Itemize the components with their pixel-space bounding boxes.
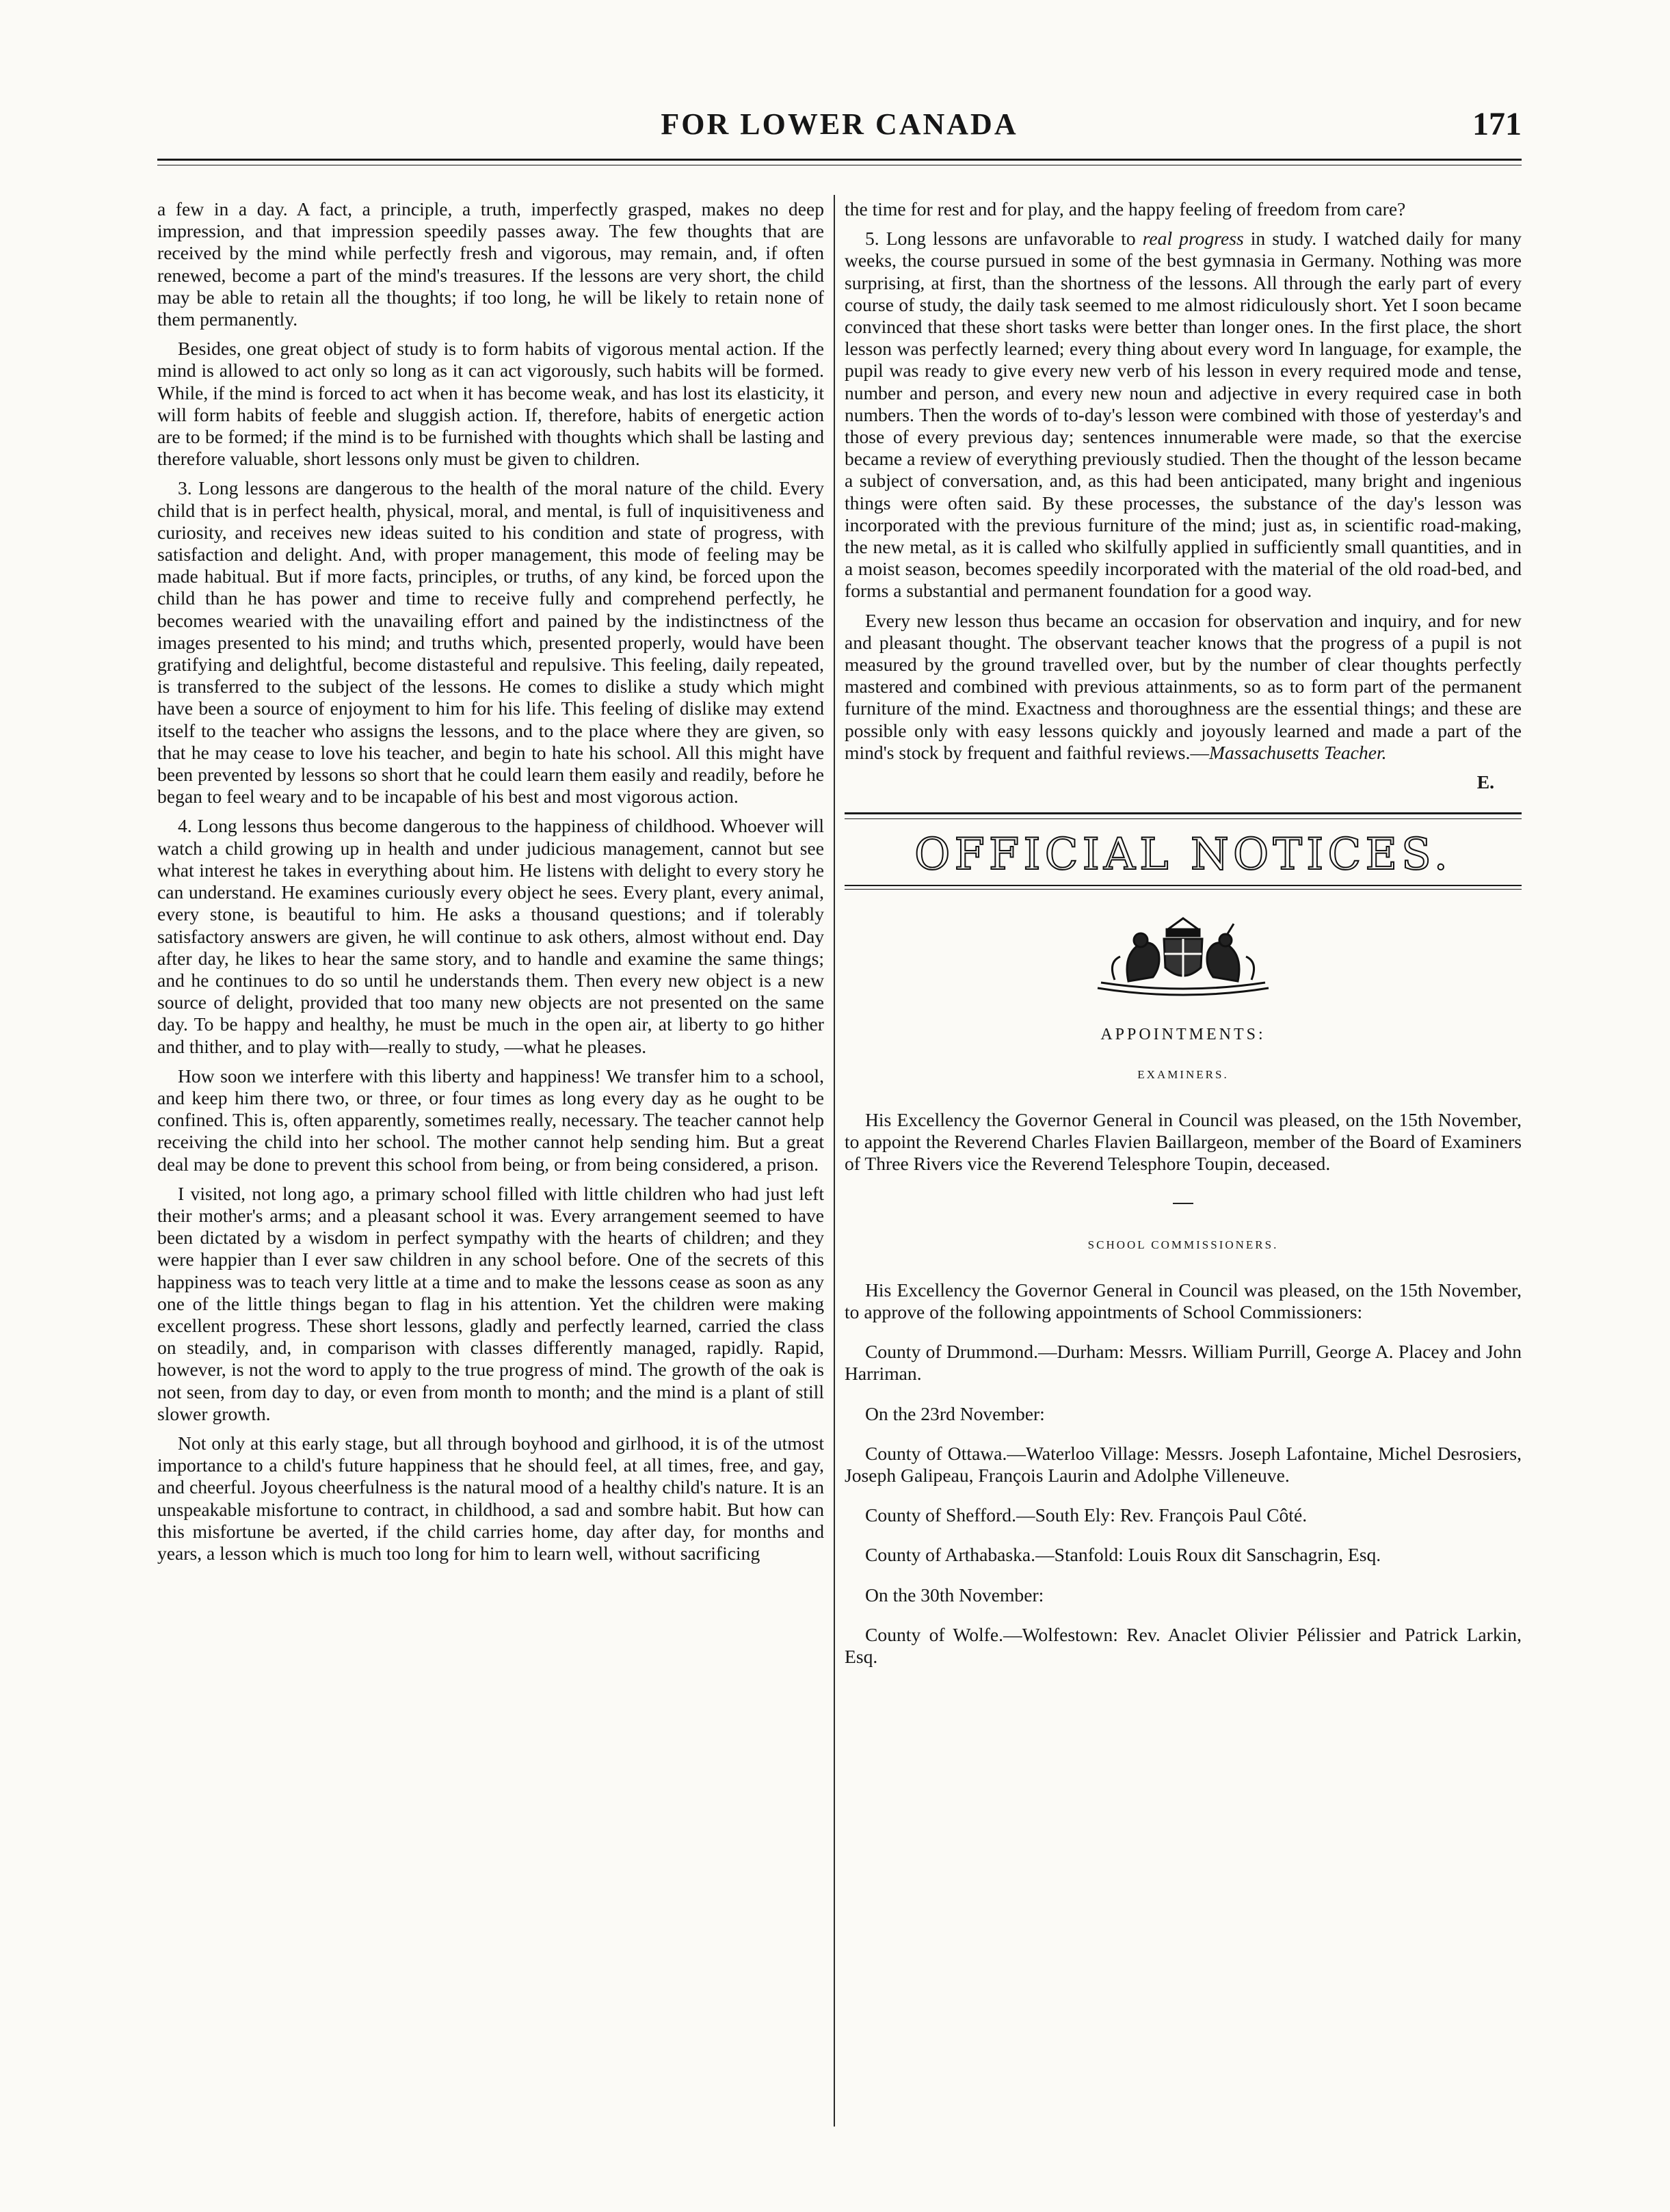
paragraph: His Excellency the Governor General in Council was pleased, on the 15th November, to appoint the Reverend Charles Flavien Baillargeon, member of the Board of Examiners of Three Rivers vice the Reverend Telesphore Toupin, deceased.: [845, 1108, 1522, 1175]
section-rule: [845, 812, 1522, 819]
list-item: County of Arthabaska.—Stanfold: Louis Roux dit Sanschagrin, Esq.: [865, 1544, 1381, 1566]
list-item: County of Shefford.—South Ely: Rev. François Paul Côté.: [865, 1504, 1308, 1526]
examiners-notice: [845, 1109, 1522, 1175]
page-number: 171: [1472, 106, 1522, 142]
page-header: [157, 103, 1522, 150]
source-citation: Massachusetts Teacher.: [1208, 741, 1387, 763]
paragraph: [845, 228, 1522, 602]
running-title: FOR LOWER CANADA: [661, 107, 1018, 141]
right-column: [845, 198, 1522, 1685]
emphasis: real progress: [1142, 228, 1244, 250]
text-run: in study. I watched daily for many weeks, the course pursued in some of the best gymnasia in Germany. Nothing was more surprising, at first, than the shortness of the lessons. All through the early part of every course of study, the daily task seemed to me almost ridiculously short. Yet I soon became convinced that these short tasks were better than longer ones. In the first place, the short lesson was perfectly learned; every thing about every word In language, for example, the pupil was ready to give every new verb of his lesson in every required mode and tense, number and person, and every new noun and adjective in every required case in both numbers. Then the words of to-day's lesson were combined with those of yesterday's and those of every previous day; sentences innumerable were made, so that the exercise became a review of everything previously studied. Then the thought of the lesson became a subject of conversation, and, as this had been anticipated, many bright and ingenious things were often said. By these processes, the substance of the day's lesson was incorporated with the previous furniture of the mind; just as, in scientific road-making, the new metal, as it is called who skilfully applied in sufficiently small quantities, and in a moist season, becomes speedily incorporated with the material of the old road-bed, and forms a substantial and permanent foundation for a good way.: [845, 228, 1522, 602]
paragraph: a few in a day. A fact, a principle, a truth, imperfectly grasped, makes no deep impression, and that impression speedily passes away. The few thoughts that are received by the mind while perfectly fresh and vigorous, may remain, and, if often renewed, become a part of the mind's treasures. If the lessons are very short, the child may be able to retain all the thoughts; if too long, he will be likely to retain none of them permanently.: [157, 198, 824, 330]
section-title: OFFICIAL NOTICES.: [914, 829, 1452, 881]
header-rule: [157, 159, 1522, 165]
left-column: [157, 198, 824, 1572]
section-title-rule: [845, 885, 1522, 890]
paragraph: 3. Long lessons are dangerous to the health of the moral nature of the child. Every child that is in perfect health, physical, moral, and mental, is full of inquisitiveness and curiosity, and receives new ideas suited to his condition and state of progress, with satisfaction and delight. And, with proper management, this mode of feeling may be made habitual. But if more facts, principles, or truths, of any kind, be forced upon the child than he has power and time to receive fully and comprehend perfectly, he becomes wearied with the unavailing effort and pained by the indistinctness of the images presented to his mind; and truths which, presented properly, would have been gratifying and delightful, become distasteful and repulsive. This feeling, daily repeated, is transferred to the subject of the lessons. He comes to dislike a study which might have been a source of enjoyment to him for his life. This feeling of dislike may extend itself to the teacher who assigns the lessons, and to the place where they are given, so that he may cease to love his teacher, and begin to hate his school. All this might have been prevented by lessons so short that he could learn them easily and readily, before he began to feel weary and to be incapable of his best and most vigorous action.: [157, 477, 824, 808]
paragraph: 4. Long lessons thus become dangerous to the happiness of childhood. Whoever will watch a child growing up in health and under judicious management, cannot but see what interest he takes in everything about him. He listens with delight to every story he can understand. He examines curiously every object he sees. Every plant, every animal, every stone, is beautiful to him. He asks a thousand questions; and if tolerably satisfactory answers are given, he will continue to ask others, almost without end. Day after day, he likes to hear the same story, and to handle and examine the same things; and he continues to do so until he understands them. Then every new object is a new source of delight, provided that too many new objects are not presented on the same day. To be happy and healthy, he must be much in the open air, at liberty to go hither and thither, and to play with—really to study, —what he pleases.: [157, 815, 824, 1057]
text-run: Every new lesson thus became an occasion for observation and inquiry, and for new and pleasant thought. The observant teacher knows that the progress of a pupil is not measured by the ground travelled over, but by the number of clear thoughts perfectly mastered and combined with previous attainments, so as to form part of the permanent furniture of the mind. Exactness and thoroughness are the essential things; and these are possible only with easy lessons quickly and joyously learned and made a part of the mind's stock by frequent and faithful reviews.—: [845, 609, 1522, 763]
royal-arms-emblem: [1087, 914, 1279, 1003]
paragraph: His Excellency the Governor General in Council was pleased, on the 15th November, to approve of the following appointments of School Commissioners:: [845, 1279, 1522, 1322]
examiners-subheading: EXAMINERS.: [1137, 1067, 1229, 1081]
list-item: County of Wolfe.—Wolfestown: Rev. Anaclet Olivier Pélissier and Patrick Larkin, Esq.: [845, 1623, 1522, 1667]
list-item: On the 23rd November:: [865, 1402, 1045, 1424]
paragraph: How soon we interfere with this liberty and happiness! We transfer him to a school, and keep him there two, or three, or four times as long every day as he ought to be confined. This is, often apparently, sometimes really, necessary. The teacher cannot help receiving the child into her school. The mother cannot help sending him. But a great deal may be done to prevent this school from being, or from being considered, a prison.: [157, 1065, 824, 1175]
commissioners-notice: [845, 1279, 1522, 1668]
paragraph: Besides, one great object of study is to form habits of vigorous mental action. If the mind is allowed to act only so long as it can act vigorously, such habits will be formed. While, if the mind is forced to act when it has become weak, and has lost its elasticity, it will form habits of feeble and sluggish action. If, therefore, habits of energetic action are to be formed; if the mind is to be furnished with thoughts which shall be lasting and therefore valuable, short lessons only must be given to children.: [157, 338, 824, 470]
text-run: 5. Long lessons are unfavorable to: [865, 228, 1143, 250]
paragraph: the time for rest and for play, and the happy feeling of freedom from care?: [845, 198, 1406, 219]
paragraph: I visited, not long ago, a primary school filled with little children who had just left their mother's arms; and a pleasant school it was. Every arrangement seemed to have been dictated by a wisdom in perfect sympathy with the hearts of children; and they were happier than I ever saw children in any school before. One of the secrets of this happiness was to teach very little at a time and to make the lessons cease as soon as any one of the little things began to flag in his attention. Yet the children were making excellent progress. These short lessons, gladly and perfectly learned, carried the class on steadily, and, in comparison with classes differently managed, rapidly. Rapid, however, is not the word to apply to the true progress of mind. The growth of the oak is not seen, from day to day, or even from month to month; and the mind is a plant of still slower growth.: [157, 1182, 824, 1424]
paragraph: [845, 610, 1522, 764]
short-rule: [1173, 1203, 1193, 1204]
column-divider: [834, 195, 835, 2127]
list-item: On the 30th November:: [865, 1584, 1044, 1605]
list-item: County of Drummond.—Durham: Messrs. William Purrill, George A. Placey and John Harriman.: [845, 1341, 1522, 1385]
signoff: E.: [1476, 771, 1494, 793]
paragraph: Not only at this early stage, but all through boyhood and girlhood, it is of the utmost importance to a child's future happiness that he should feel, at all times, free, and gay, and cheerful. Joyous cheerfulness is the natural mood of a healthy child's nature. It is an unspeakable misfortune to contract, in childhood, a sad and sombre habit. But how can this misfortune be averted, if the child carries home, day after day, for months and years, a lesson which is much too long for him to learn well, without sacrificing: [157, 1432, 824, 1564]
commissioners-subheading: SCHOOL COMMISSIONERS.: [1087, 1238, 1279, 1251]
appointments-heading: APPOINTMENTS:: [1100, 1026, 1266, 1044]
list-item: County of Ottawa.—Waterloo Village: Messrs. Joseph Lafontaine, Michel Desrosiers, Joseph Galipeau, François Laurin and Adolphe Villeneuve.: [845, 1442, 1522, 1486]
